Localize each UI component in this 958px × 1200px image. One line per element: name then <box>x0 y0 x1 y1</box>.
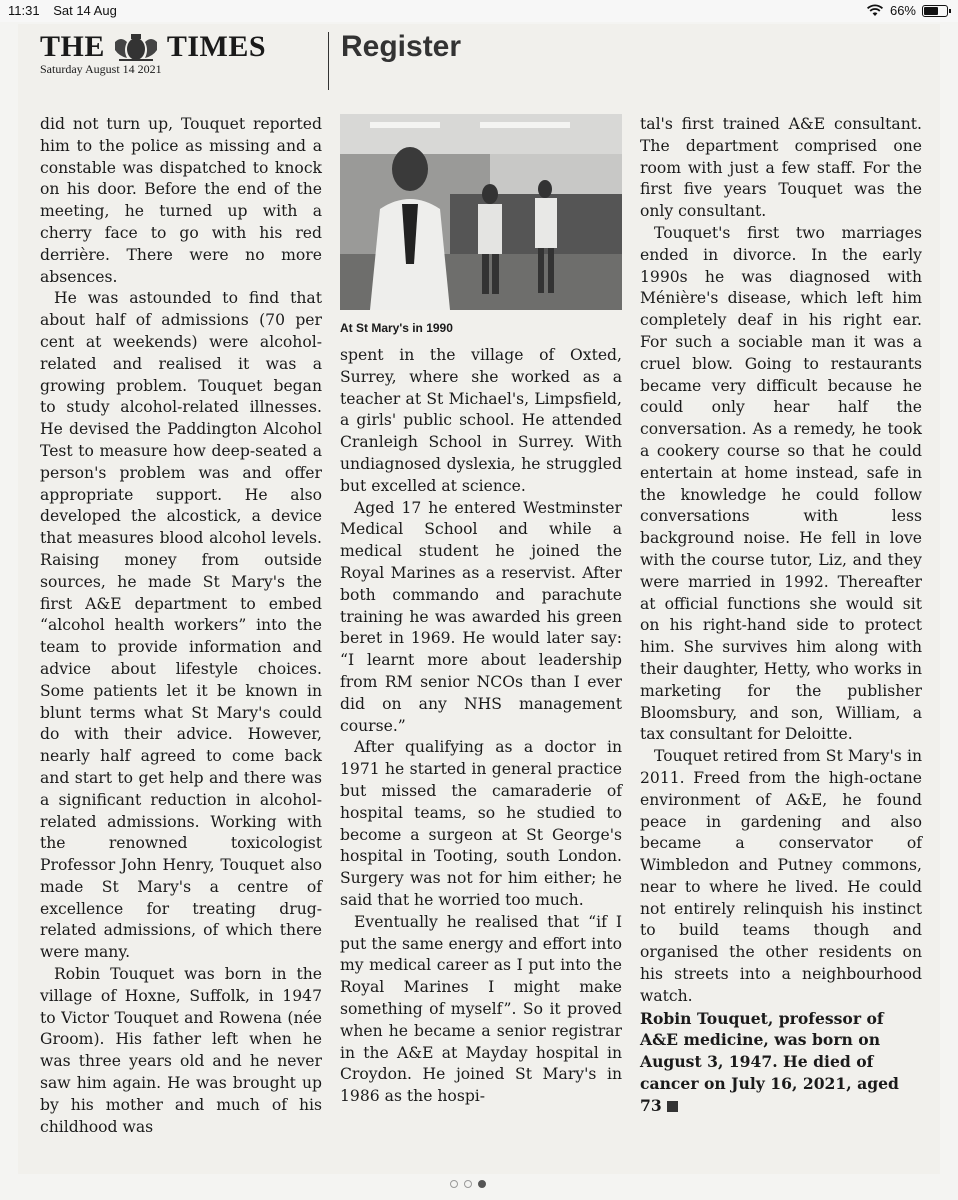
page-dot-1[interactable] <box>450 1180 458 1188</box>
photo-caption: At St Mary's in 1990 <box>340 321 453 335</box>
section-title: Register <box>341 30 462 63</box>
paragraph: Robin Touquet was born in the village of Hoxne, Suffolk, in 1947 to Victor Touquet and Rowena (née Groom). His father left when he was three years old and he never saw him again. He was brought up by his mother and much of his childhood was <box>40 965 322 1136</box>
paragraph: tal's first trained A&E consultant. The department comprised one room with just a few staff. For the first five years Touquet was the only consultant. <box>640 115 922 221</box>
page-dot-3[interactable] <box>478 1180 486 1188</box>
page-dot-2[interactable] <box>464 1180 472 1188</box>
issue-date: Saturday August 14 2021 <box>40 62 162 76</box>
paragraph: spent in the village of Oxted, Surrey, where she worked as a teacher at St Michael's, Limpsfield, a girls' public school. He attended Cranleigh School in Surrey. With undiagnosed dyslexia, he struggled but excelled at science. <box>340 346 622 495</box>
column-2-text <box>340 345 622 1108</box>
masthead-divider <box>328 32 329 90</box>
paragraph: Touquet retired from St Mary's in 2011. Freed from the high-octane environment of A&E, he found peace in gardening and also became a conservator of Wimbledon and Putney commons, near to where he lived. He could not entirely relinquish his instinct to build teams though and organised the other residents on his streets into a neighbourhood watch. <box>640 747 922 1005</box>
paragraph: did not turn up, Touquet reported him to the police as missing and a constable was dispatched to knock on his door. Before the end of the meeting, he turned up with a cherry face to go with his red derrière. There were no more absences. <box>40 115 322 286</box>
status-date: Sat 14 Aug <box>53 3 117 18</box>
paragraph: Eventually he realised that “if I put the same energy and effort into my medical career as I put into the Royal Marines I might make something of myself”. So it proved when he became a senior registrar in the A&E at Mayday hospital in Croydon. He joined St Mary's in 1986 as the hospi- <box>340 912 622 1106</box>
hospital-photo <box>340 114 622 310</box>
battery-icon <box>922 5 948 17</box>
status-left <box>8 3 127 18</box>
article-column-1 <box>40 114 322 1138</box>
status-bar <box>0 0 958 22</box>
status-right <box>866 3 948 18</box>
masthead <box>40 30 266 77</box>
bio-summary <box>640 1008 922 1117</box>
page-indicator[interactable] <box>450 1180 486 1188</box>
paragraph: Aged 17 he entered Westminster Medical School and while a medical student he joined the Royal Marines as a reservist. After both commando and parachute training he was awarded his green beret in 1969. He would later say: “I learnt more about leadership from RM senior NCOs than I ever did on any NHS management course.” <box>340 498 622 735</box>
bio-text: Robin Touquet, professor of A&E medicine, was born on August 3, 1947. He died of cancer on July 16, 2021, aged 73 <box>640 1008 899 1115</box>
newspaper-page <box>18 24 940 1174</box>
paragraph: Touquet's first two marriages ended in divorce. In the early 1990s he was diagnosed with Ménière's disease, which left him completely deaf in his right ear. For such a sociable man it was a cruel blow. Going to restaurants became very difficult because he could only hear half the conversation. As a remedy, he took a cookery course so that he could entertain at home instead, safe in the knowledge he could follow conversations with less background noise. He fell in love with the course tutor, Liz, and they were married in 1992. Thereafter at official functions she would sit on his right-hand side to protect him. She survives him along with their daughter, Hetty, who works in marketing for the publisher Bloomsbury, and son, William, a tax consultant for Deloitte. <box>640 223 922 744</box>
royal-crest-icon <box>109 32 163 62</box>
paragraph: He was astounded to find that about half of admissions (70 per cent at weekends) were alcohol-related and realised it was a growing problem. Touquet began to study alcohol-related illnesses. He devised the Paddington Alcohol Test to measure how deep-seated a person's problem was and offer appropriate support. He also developed the alcostick, a device that measures blood alcohol levels. Raising money from outside sources, he made St Mary's the first A&E department to embed “alcohol health workers” into the team to provide information and advice about lifestyle choices. Some patients let it be known in blunt terms what St Mary's could do with their advice. However, nearly half agreed to come back and start to get help and there was a significant reduction in alcohol-related admissions. Working with the renowned toxicologist Professor John Henry, Touquet also made St Mary's a centre of excellence for treating drug-related admissions, of which there were many. <box>40 289 322 962</box>
brand-times: TIMES <box>166 30 267 63</box>
wifi-icon <box>866 4 884 17</box>
end-mark-icon <box>667 1101 678 1112</box>
battery-percent: 66% <box>889 3 916 18</box>
status-time: 11:31 <box>8 3 40 18</box>
newspaper-brand <box>40 30 266 64</box>
paragraph: After qualifying as a doctor in 1971 he started in general practice but missed the camaraderie of hospital teams, so he studied to become a surgeon at St George's hospital in Tooting, south London. Surgery was not for him either; he said that he worried too much. <box>340 738 622 909</box>
brand-the: THE <box>40 30 105 63</box>
article-column-3 <box>640 114 922 1117</box>
